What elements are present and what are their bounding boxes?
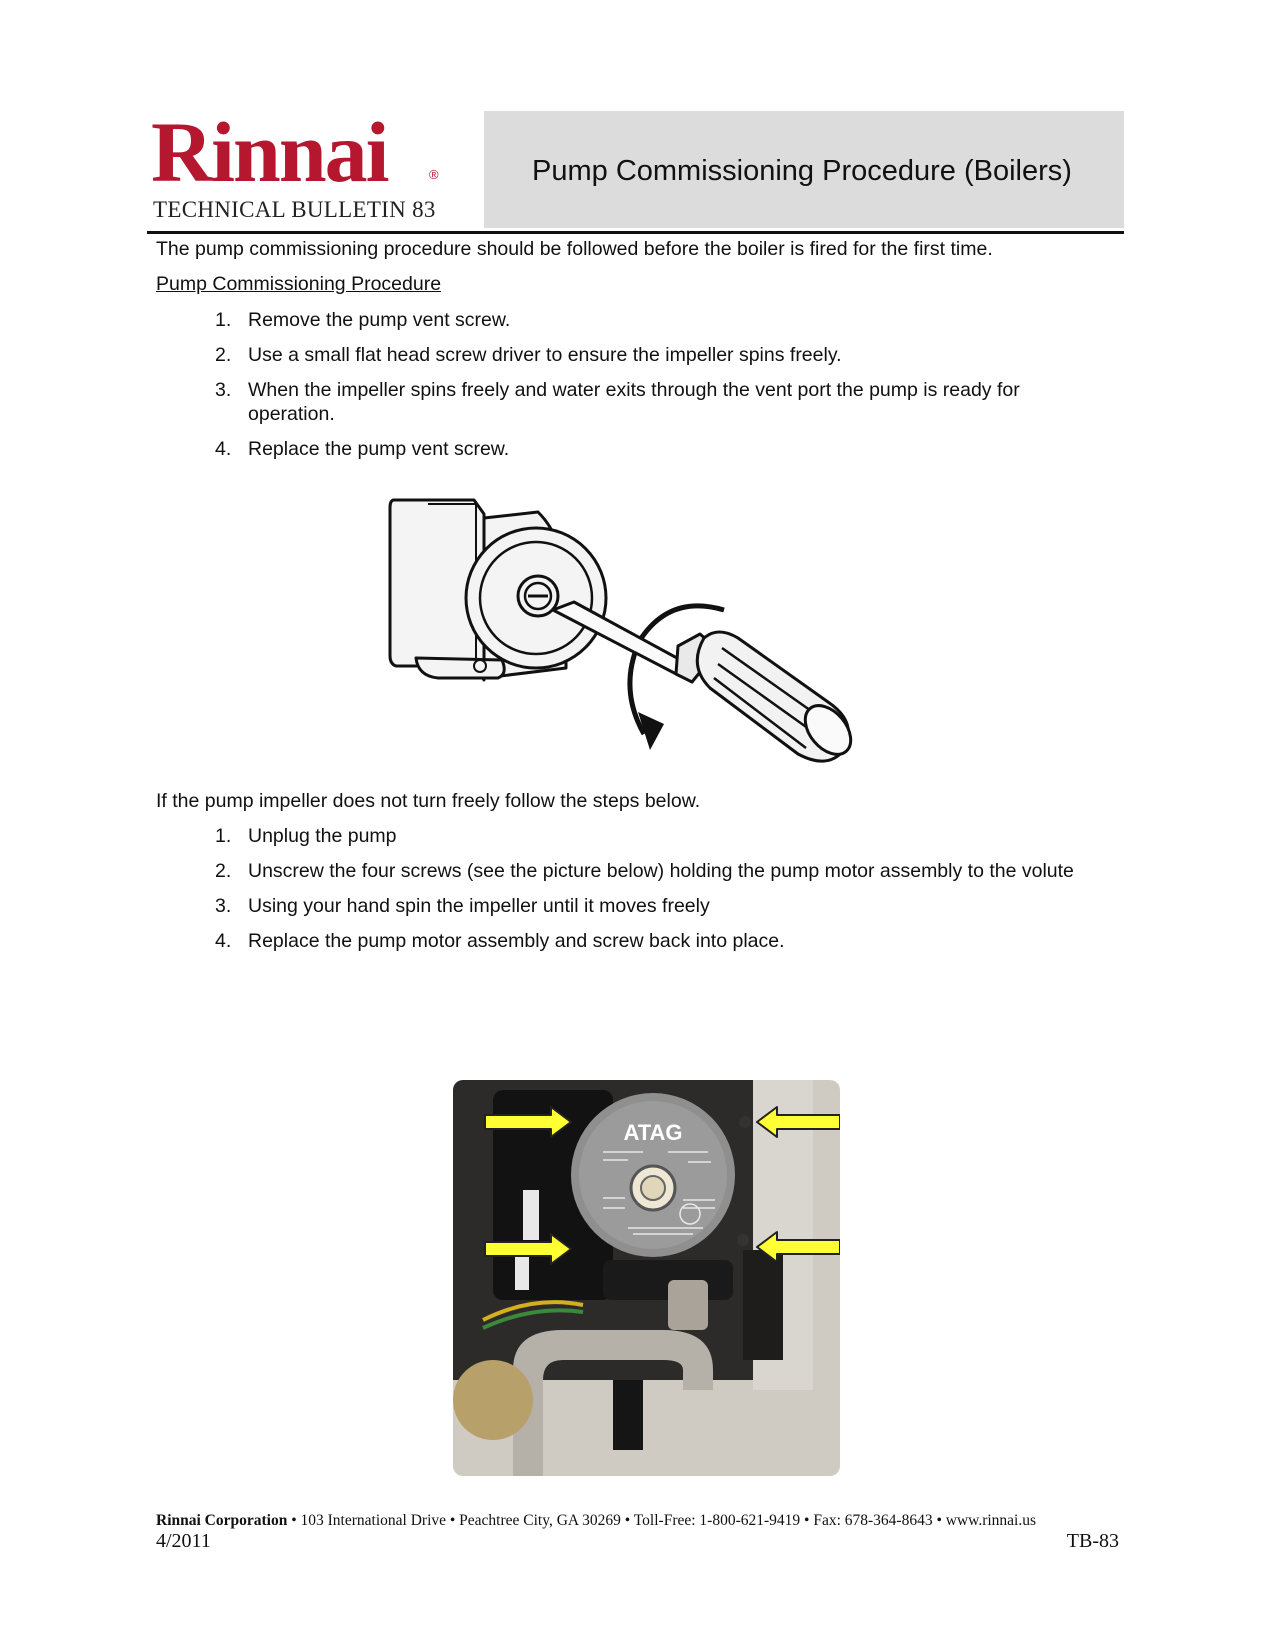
footer-address: • 103 International Drive • Peachtree City, GA 30269 • Toll-Free: 1-800-621-9419 • Fax: 678-364-8643 • www.rinnai.us bbox=[287, 1512, 1037, 1529]
commissioning-steps bbox=[215, 308, 1095, 472]
step-text: Replace the pump motor assembly and screw back into place. bbox=[248, 930, 785, 952]
title-box bbox=[484, 111, 1124, 228]
step-number: 1. bbox=[215, 309, 232, 331]
intro-paragraph: The pump commissioning procedure should be followed before the boiler is fired for the first time. bbox=[156, 238, 993, 260]
step-text: Using your hand spin the impeller until it moves freely bbox=[248, 895, 710, 917]
list-item bbox=[215, 343, 1095, 367]
troubleshoot-steps bbox=[215, 824, 1095, 964]
page-title: Pump Commissioning Procedure (Boilers) bbox=[532, 155, 1072, 187]
section-heading: Pump Commissioning Procedure bbox=[156, 273, 442, 295]
troubleshoot-intro: If the pump impeller does not turn freely follow the steps below. bbox=[156, 790, 701, 812]
list-item bbox=[215, 859, 1095, 883]
list-item bbox=[215, 894, 1095, 918]
step-number: 2. bbox=[215, 344, 232, 366]
step-text: Unplug the pump bbox=[248, 825, 397, 847]
rinnai-logo: Rinnai bbox=[151, 104, 388, 200]
registered-mark: ® bbox=[429, 167, 439, 182]
footer-contact bbox=[156, 1512, 1036, 1530]
list-item bbox=[215, 378, 1095, 426]
list-item bbox=[215, 308, 1095, 332]
step-text: Replace the pump vent screw. bbox=[248, 438, 510, 460]
footer-date: 4/2011 bbox=[156, 1530, 211, 1552]
list-item bbox=[215, 437, 1095, 461]
step-number: 4. bbox=[215, 438, 232, 460]
step-number: 4. bbox=[215, 930, 232, 952]
list-item bbox=[215, 824, 1095, 848]
footer-company: Rinnai Corporation bbox=[156, 1512, 288, 1529]
pump-screwdriver-illustration bbox=[388, 498, 870, 794]
step-text: When the impeller spins freely and water exits through the vent port the pump is ready for operation. bbox=[248, 379, 1020, 425]
bulletin-number: TECHNICAL BULLETIN 83 bbox=[153, 197, 436, 222]
step-text: Use a small flat head screw driver to ensure the impeller spins freely. bbox=[248, 344, 842, 366]
header-rule bbox=[147, 231, 1124, 234]
step-text: Unscrew the four screws (see the picture below) holding the pump motor assembly to the volute bbox=[248, 860, 1074, 882]
step-number: 3. bbox=[215, 895, 232, 917]
step-number: 1. bbox=[215, 825, 232, 847]
footer-code: TB-83 bbox=[1066, 1530, 1119, 1552]
pump-photo bbox=[453, 1080, 840, 1476]
pump-brand-label: ATAG bbox=[623, 1120, 683, 1145]
step-text: Remove the pump vent screw. bbox=[248, 309, 511, 331]
document-header bbox=[147, 104, 1124, 233]
list-item bbox=[215, 929, 1095, 953]
step-number: 3. bbox=[215, 379, 232, 401]
step-number: 2. bbox=[215, 860, 232, 882]
